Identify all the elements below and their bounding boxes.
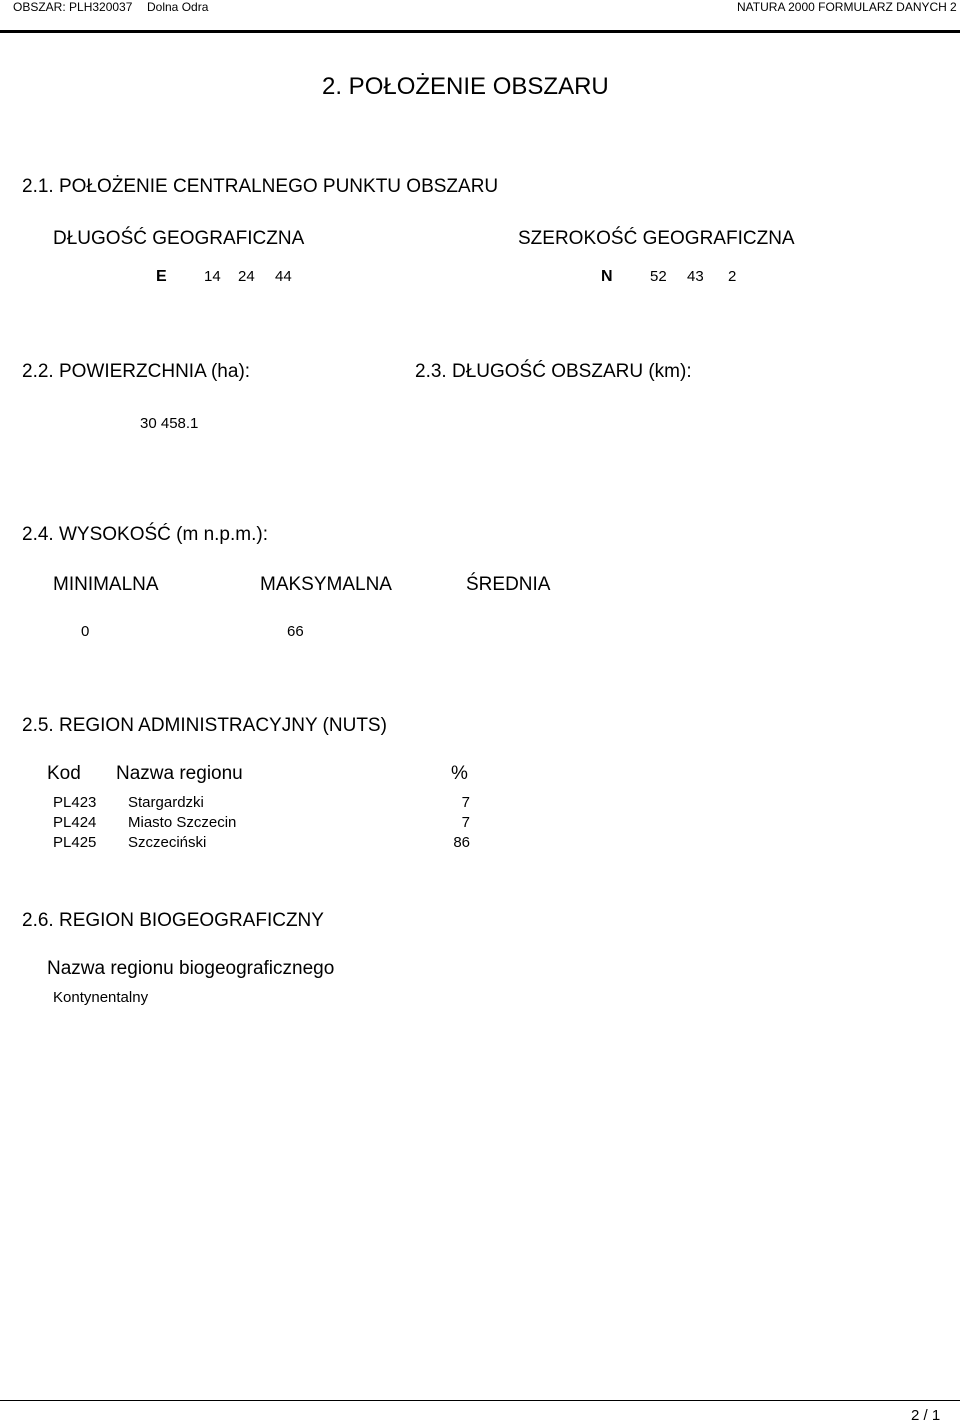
- latitude-label: SZEROKOŚĆ GEOGRAFICZNA: [518, 228, 795, 249]
- nuts-name: Stargardzki: [128, 794, 204, 811]
- header-site-code: OBSZAR: PLH320037: [13, 0, 133, 14]
- biogeo-col-name: Nazwa regionu biogeograficznego: [47, 958, 335, 979]
- longitude-seconds: 44: [275, 268, 292, 285]
- header-site-name: Dolna Odra: [147, 0, 209, 14]
- section-2-2-heading: 2.2. POWIERZCHNIA (ha):: [22, 361, 251, 382]
- elevation-max-label: MAKSYMALNA: [260, 574, 392, 595]
- section-2-5-heading: 2.5. REGION ADMINISTRACYJNY (NUTS): [22, 715, 387, 736]
- footer-rule: [0, 1400, 960, 1401]
- latitude-seconds: 2: [728, 268, 737, 285]
- area-value: 30 458.1: [140, 415, 199, 432]
- section-2-4-heading: 2.4. WYSOKOŚĆ (m n.p.m.):: [22, 524, 268, 545]
- elevation-avg-label: ŚREDNIA: [466, 574, 551, 595]
- nuts-code: PL424: [53, 814, 97, 831]
- elevation-max-value: 66: [287, 623, 304, 640]
- header-page-number: 2: [950, 0, 957, 14]
- elevation-min-label: MINIMALNA: [53, 574, 159, 595]
- page-title: 2. POŁOŻENIE OBSZARU: [322, 73, 609, 100]
- latitude-direction: N: [601, 268, 613, 285]
- section-2-3-heading: 2.3. DŁUGOŚĆ OBSZARU (km):: [415, 361, 692, 382]
- latitude-degrees: 52: [650, 268, 667, 285]
- header-rule: [0, 30, 960, 33]
- biogeo-region-value: Kontynentalny: [53, 989, 149, 1006]
- nuts-percent: 7: [461, 794, 470, 811]
- header-form-title: NATURA 2000 FORMULARZ DANYCH: [737, 0, 947, 14]
- nuts-col-percent: %: [451, 763, 468, 784]
- nuts-col-code: Kod: [47, 763, 81, 784]
- longitude-direction: E: [156, 268, 167, 285]
- footer-page-indicator: 2 / 1: [911, 1407, 941, 1424]
- nuts-code: PL423: [53, 794, 97, 811]
- nuts-percent: 7: [461, 814, 470, 831]
- longitude-degrees: 14: [204, 268, 221, 285]
- elevation-min-value: 0: [81, 623, 90, 640]
- section-2-1-heading: 2.1. POŁOŻENIE CENTRALNEGO PUNKTU OBSZARU: [22, 176, 499, 197]
- nuts-percent: 86: [453, 834, 470, 851]
- section-2-6-heading: 2.6. REGION BIOGEOGRAFICZNY: [22, 910, 324, 931]
- nuts-code: PL425: [53, 834, 97, 851]
- latitude-minutes: 43: [687, 268, 704, 285]
- nuts-col-name: Nazwa regionu: [116, 763, 243, 784]
- nuts-name: Szczeciński: [128, 834, 207, 851]
- longitude-label: DŁUGOŚĆ GEOGRAFICZNA: [53, 228, 305, 249]
- longitude-minutes: 24: [238, 268, 255, 285]
- nuts-name: Miasto Szczecin: [128, 814, 237, 831]
